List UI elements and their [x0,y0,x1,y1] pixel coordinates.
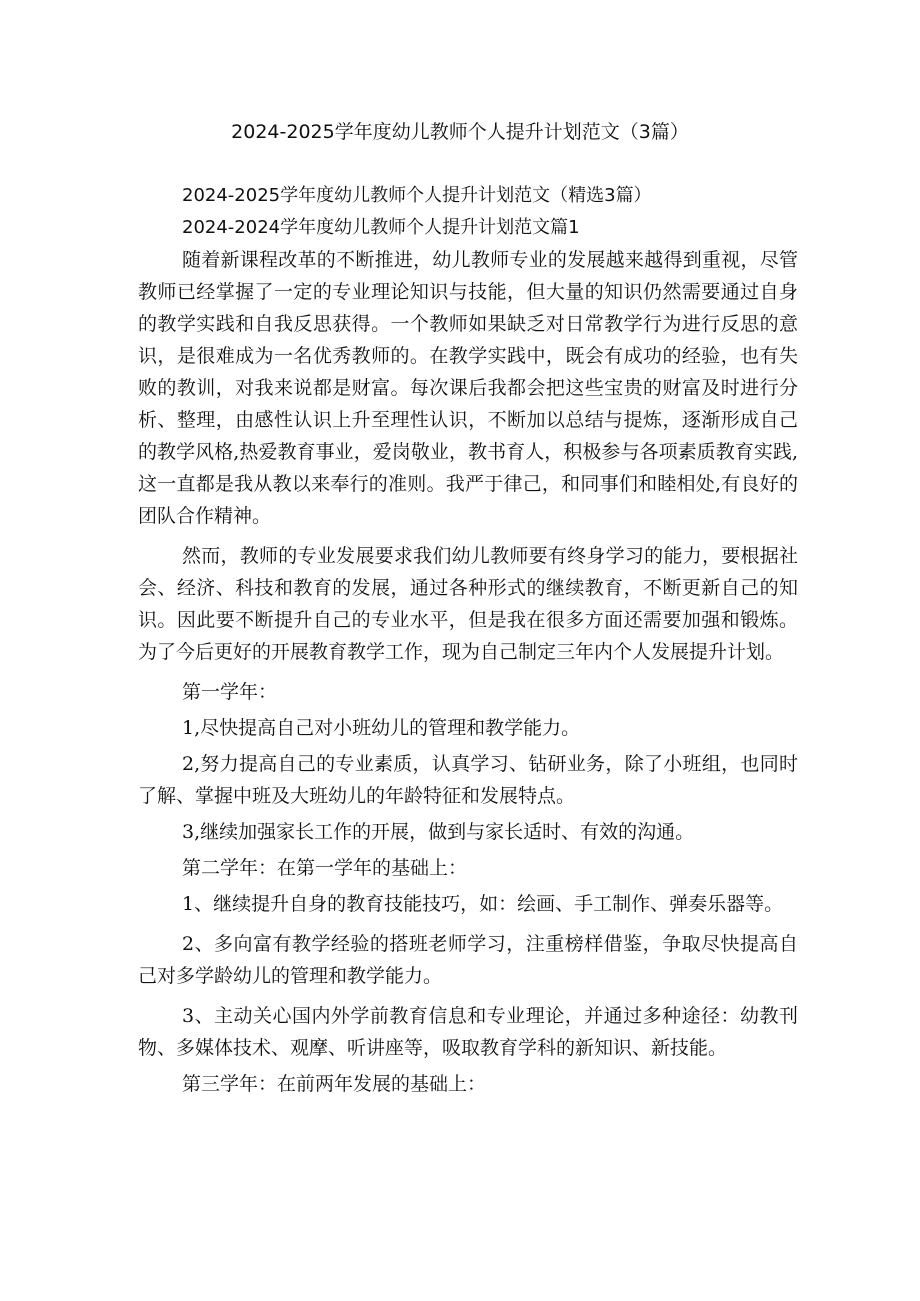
list-item: 3,继续加强家长工作的开展，做到与家长适时、有效的沟通。 [182,821,695,843]
document-body [138,180,798,1100]
document-title: 2024-2025学年度幼儿教师个人提升计划范文（3篇） [231,121,689,143]
list-item: 2,努力提高自己的专业素质，认真学习、钻研业务，除了小班组，也同时了解、掌握中班及大班幼儿的年龄特征和发展特点。 [138,753,798,807]
paragraph: 然而，教师的专业发展要求我们幼儿教师要有终身学习的能力，要根据社会、经济、科技和教育的发展，通过各种形式的继续教育，不断更新自己的知识。因此要不断提升自己的专业水平，但是我在很多方面还需要加强和锻炼。为了今后更好的开展教育教学工作，现为自己制定三年内个人发展提升计划。 [138,545,798,663]
year1-heading: 第一学年： [182,681,278,703]
year3-heading: 第三学年：在前两年发展的基础上： [182,1073,487,1095]
list-item: 2、多向富有教学经验的搭班老师学习，注重榜样借鉴，争取尽快提高自己对多学龄幼儿的管理和教学能力。 [138,933,798,987]
section-heading: 2024-2024学年度幼儿教师个人提升计划范文篇1 [182,217,580,238]
list-item: 1,尽快提高自己对小班幼儿的管理和教学能力。 [182,717,581,739]
list-item: 3、主动关心国内外学前教育信息和专业理论，并通过多种途径：幼教刊物、多媒体技术、观摩、听讲座等，吸取教育学科的新知识、新技能。 [138,1005,798,1059]
paragraph: 随着新课程改革的不断推进，幼儿教师专业的发展越来越得到重视，尽管教师已经掌握了一定的专业理论知识与技能，但大量的知识仍然需要通过自身的教学实践和自我反思获得。一个教师如果缺乏对日常教学行为进行反思的意识，是很难成为一名优秀教师的。在教学实践中，既会有成功的经验，也有失败的教训，对我来说都是财富。每次课后我都会把这些宝贵的财富及时进行分析、整理，由感性认识上升至理性认识，不断加以总结与提炼，逐渐形成自己的教学风格,热爱教育事业，爱岗敬业，教书育人，积极参与各项素质教育实践,这一直都是我从教以来奉行的准则。我严于律己，和同事们和睦相处,有良好的团队合作精神。 [138,249,798,527]
list-item: 1、继续提升自身的教育技能技巧，如：绘画、手工制作、弹奏乐器等。 [182,893,784,915]
year2-heading: 第二学年：在第一学年的基础上： [182,857,468,879]
document-subtitle: 2024-2025学年度幼儿教师个人提升计划范文（精选3篇） [182,185,652,206]
